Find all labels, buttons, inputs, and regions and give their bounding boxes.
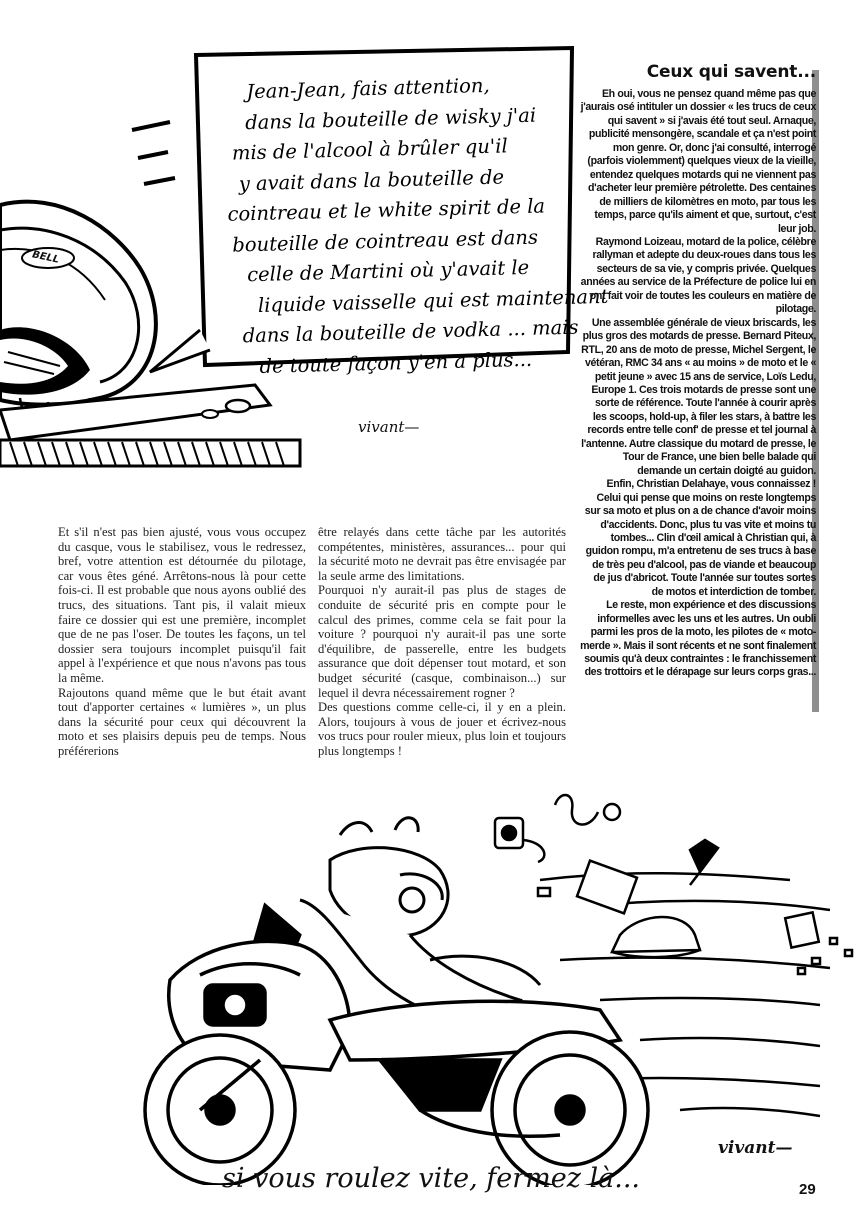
- bubble-line: dans la bouteille de vodka ... mais: [242, 315, 579, 348]
- sidebar-title: Ceux qui savent...: [646, 62, 816, 82]
- bubble-line: celle de Martini où y'avait le: [246, 255, 530, 287]
- bubble-line: dans la bouteille de wisky j'ai: [244, 103, 537, 134]
- speech-bubble-text: [216, 69, 609, 383]
- sidebar-paragraph: Le reste, mon expérience et des discussions informelles avec les uns et les autres. Un oubli parmi les pros de la moto, les pilotes de « moto-merde ». Mais il sont récents et ne sont finalement soumis qu'à deux contraintes : le franchissement des trottoirs et le dérapage sur leurs corps gras...: [580, 599, 816, 679]
- sidebar-paragraph: Raymond Loizeau, motard de la police, célèbre rallyman et adepte du deux-roues dans tous les secteurs de sa vie, y compris privée. Quelques années au service de la Préfecture de police lui en ont fait voir de toutes les couleurs en matière de pilotage.: [580, 235, 816, 316]
- bubble-line: liquide vaisselle qui est maintenant: [257, 284, 609, 317]
- artist-signature-bottom: vivant—: [718, 1138, 793, 1158]
- sidebar-paragraph: Enfin, Christian Delahaye, vous connaissez ! Celui qui pense que moins on reste longtemps sur sa moto et plus on a de chance d'avoir moins d'accidents. Donc, plus tu vas vite et moins tu tombes... Clin d'œil amical à Christian qui, à guidon rompu, m'a entretenu de ses trucs à base de très peu d'alcool, pas de viande et beaucoup de jus d'abricot. Toute l'année sur toutes sortes de motos et interdiction de tomber.: [584, 478, 816, 598]
- bubble-line: de toute façon y'en a plus...: [259, 347, 533, 378]
- motorcycle-cartoon-illustration: [0, 785, 857, 1185]
- sidebar-box: [580, 62, 816, 680]
- bubble-line: Jean-Jean, fais attention,: [246, 73, 490, 104]
- bubble-line: y avait dans la bouteille de: [238, 164, 505, 195]
- body-column-right: [318, 525, 566, 759]
- cartoon-caption: si vous roulez vite, fermez là...: [222, 1163, 641, 1194]
- bubble-line: bouteille de cointreau est dans: [232, 225, 539, 257]
- body-paragraph: Des questions comme celle-ci, il y en a plein. Alors, toujours à vous de jouer et écrivez-nous vos trucs pour rouler mieux, plus loin et toujours plus longtemps !: [318, 700, 566, 758]
- body-column-left: [58, 525, 306, 759]
- sidebar-paragraph: Une assemblée générale de vieux briscards, les plus gros des motards de presse. Bernard Piteux, RTL, 20 ans de moto de presse, Michel Sergent, le vétéran, RMC 34 ans « au moins » de moto et le « petit jeune » avec 15 ans de service, Loïs Ledu, Europe 1. Ces trois motards de presse sont une sorte de référence. Toute l'année à courir après les scoops, hold-up, à filer les stars, à battre les records entre telle conf' de presse et tel journal à l'antenne. Autre classique du motard de presse, le Tour de France, une bien belle balade qui demande un certain doigté au guidon.: [581, 316, 816, 477]
- bubble-line: mis de l'alcool à brûler qu'il: [231, 134, 508, 165]
- helmet-drawing: [0, 202, 156, 418]
- artist-signature: vivant—: [358, 418, 420, 436]
- page-number: 29: [799, 1181, 816, 1198]
- helmet-brand-label: BELL: [31, 249, 61, 266]
- bubble-line: cointreau et le white spirit de la: [227, 194, 546, 226]
- body-paragraph: Pourquoi n'y aurait-il pas plus de stages de conduite de sécurité pris en compte pour le calcul des primes, comme cela se fait pour la voiture ? pourquoi n'y aurait-il pas une sorte d'équilibre, de passerelle, entre les budgets assurance que doit dépenser tout motard, et son budget sécurité (casque, combinaison...) sur lequel il devra nécessairement rogner ?: [318, 583, 566, 700]
- sidebar-paragraph: Eh oui, vous ne pensez quand même pas que j'aurais osé intituler un dossier « les trucs de ceux qui savent » si j'avais été tout seul. Arnaque, publicité mensongère, scandale et ça n'est point mon genre. Or, donc j'ai consulté, interrogé (parfois violemment) quelques vieux de la vieille, entendez quelques motards qui ne viennent pas d'acheter leur première pétrolette. Des centaines de milliers de kilomètres en moto, par tous les temps, parce qu'ils aiment et que, surtout, c'est leur job.: [580, 88, 816, 235]
- body-paragraph: Et s'il n'est pas bien ajusté, vous vous occupez du casque, vous le stabilisez, vous le redressez, bref, votre attention est détournée du pilotage, car vous êtes géné. Arrêtons-nous là pour cette fois-ci. Il est probable que nous ayons oublié des trucs, des situations. Tant pis, il valait mieux faire ce dossier qui est une première, incomplet que de ne pas l'oser. De toutes les façons, un tel dossier sera toujours incomplet puisqu'il fait appel à l'expérience et que nous n'avons pas tous la même.: [58, 525, 306, 685]
- body-paragraph: être relayés dans cette tâche par les autorités compétentes, ministères, assurances... pour qui la sécurité moto ne devrait pas être envisagée par la seule arme des limitations.: [318, 525, 566, 583]
- body-paragraph: Rajoutons quand même que le but était avant tout d'apporter certaines « lumières », un plus dans la sécurité pour ceux qui découvrent la moto et ses plaisirs depuis peu de temps. Nous préférerions: [58, 685, 306, 758]
- flying-objects: [495, 795, 852, 974]
